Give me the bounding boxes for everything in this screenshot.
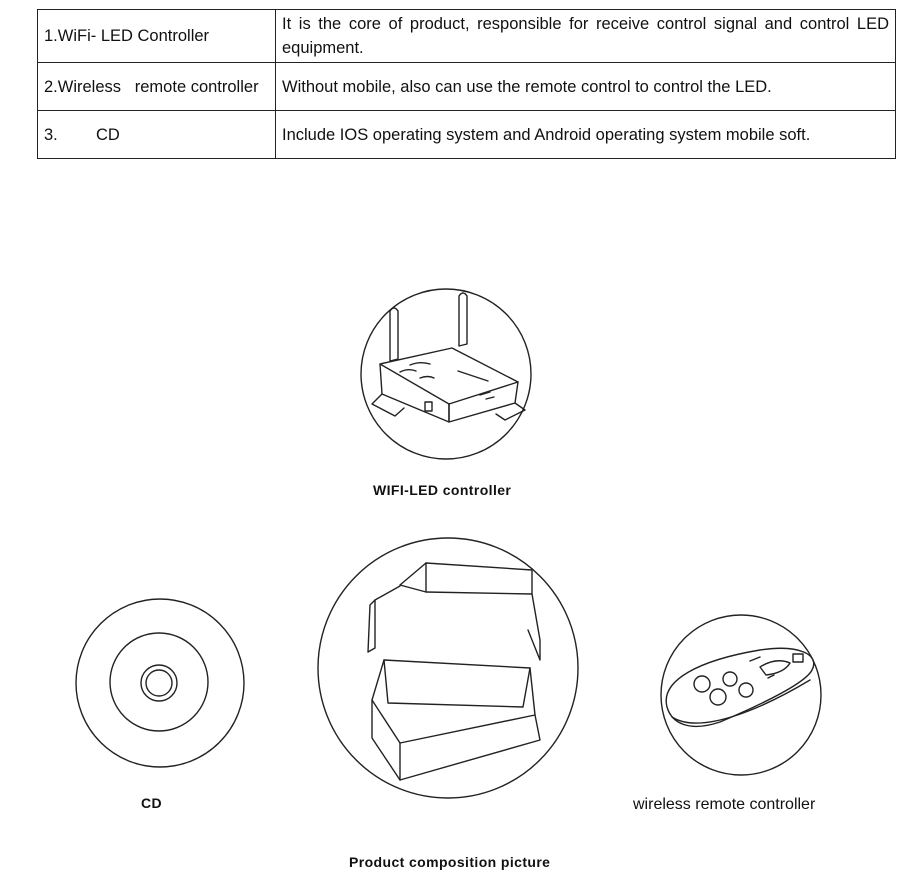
component-number: 3.	[44, 125, 58, 144]
component-description: Without mobile, also can use the remote control to control the LED.	[276, 63, 896, 111]
component-description: Include IOS operating system and Android operating system mobile soft.	[276, 111, 896, 159]
cd-caption: CD	[141, 795, 163, 811]
product-box-illustration	[318, 538, 578, 798]
remote-caption: wireless remote controller	[633, 796, 816, 813]
component-label: CD	[96, 125, 120, 144]
component-name: 2.Wireless remote controller	[38, 63, 276, 111]
wifi-controller-illustration	[361, 289, 531, 459]
cd-illustration	[76, 599, 244, 767]
wifi-controller-caption: WIFI-LED controller	[373, 482, 512, 498]
remote-illustration	[661, 615, 821, 775]
composition-caption: Product composition picture	[349, 854, 551, 870]
component-name: 1.WiFi- LED Controller	[38, 10, 276, 63]
component-description: It is the core of product, responsible for receive control signal and control LED equipment.	[276, 10, 896, 63]
